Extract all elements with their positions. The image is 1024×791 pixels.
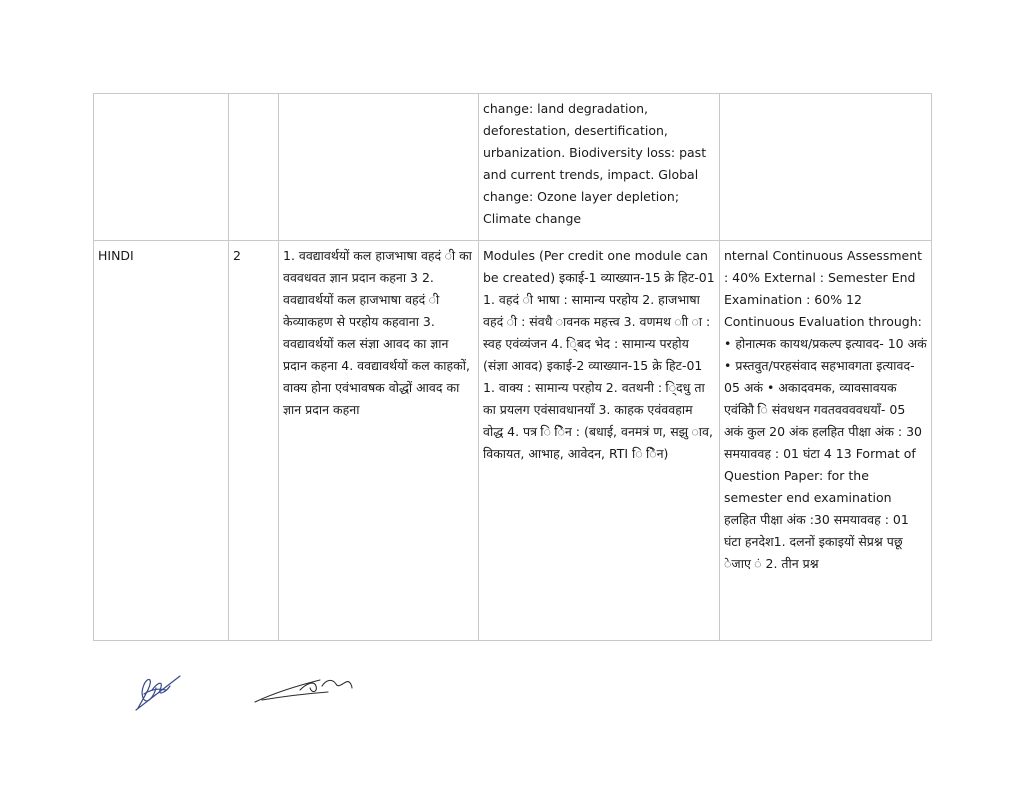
table-cell-objectives: 1. ववद्यावर्थयों कल हाजभाषा वहदं ी का वववधवत ज्ञान प्रदान कहना 3 2. ववद्यावर्थयों कल हाजभाषा वहदं ी केव्याकहण से परहोय कहवाना 3. ववद्यावर्थयों कल संज्ञा आवद का ज्ञान प्रदान कहना 4. ववद्यावर्थयों कल काहकों, वाक्य होना एवंभावषक वोद्धों आवद का ज्ञान प्रदान कहना [279, 241, 479, 641]
table-cell-assessment: nternal Continuous Assessment : 40% External : Semester End Examination : 60% 12 Continuous Evaluation through: • होनात्मक कायथ/प्रकल्प इत्यावद- 10 अकं • प्रस्तवुत/परहसंवाद सहभावगता इत्यावद- 05 अकं • अकादवमक, व्यावसावयक एवंकौि ि संवधथन गवतववववधयाँ- 05 अकं कुल 20 अंक हलहित पीक्षा अंक : 30 समयाववह : 01 घंटा 4 13 Format of Question Paper: for the semester end examination हलहित पीक्षा अंक :30 समयाववह : 01 घंटा हनदेश1. दलनों इकाइयों सेप्रश्न पछू ेजाए ं 2. तीन प्रश्न [720, 241, 932, 641]
signature-right [255, 680, 352, 702]
table-cell-credits: 2 [229, 241, 279, 641]
table-cell-subject: HINDI [94, 241, 229, 641]
table-cell-modules: change: land degradation, deforestation, desertification, urbanization. Biodiversity loss: past and current trends, impact. Global change: Ozone layer depletion; Climate change [479, 94, 720, 241]
table-cell-modules: Modules (Per credit one module can be created) इकाई-1 व्याख्यान-15 क्रे हिट-01 1. वहदं ी भाषा : सामान्य परहोय 2. हाजभाषा वहदं ी : संवधै ावनक महत्त्व 3. वणमथ ाी ा : स्वह एवंव्यंजन 4. ि्बद भेद : सामान्य परहोय (संज्ञा आवद) इकाई-2 व्याख्यान-15 क्रे हिट-01 1. वाक्य : सामान्य परहोय 2. वतथनी : ि्दधु ता का प्रयलग एवंसावधानयाँ 3. काहक एवंववहाम वोद्ध 4. पत्र ि िेन : (बधाई, वनमत्रं ण, सझु ाव, विकायत, आभाह, आवेदन, RTI ि िेन) [479, 241, 720, 641]
signature-left [136, 676, 180, 710]
